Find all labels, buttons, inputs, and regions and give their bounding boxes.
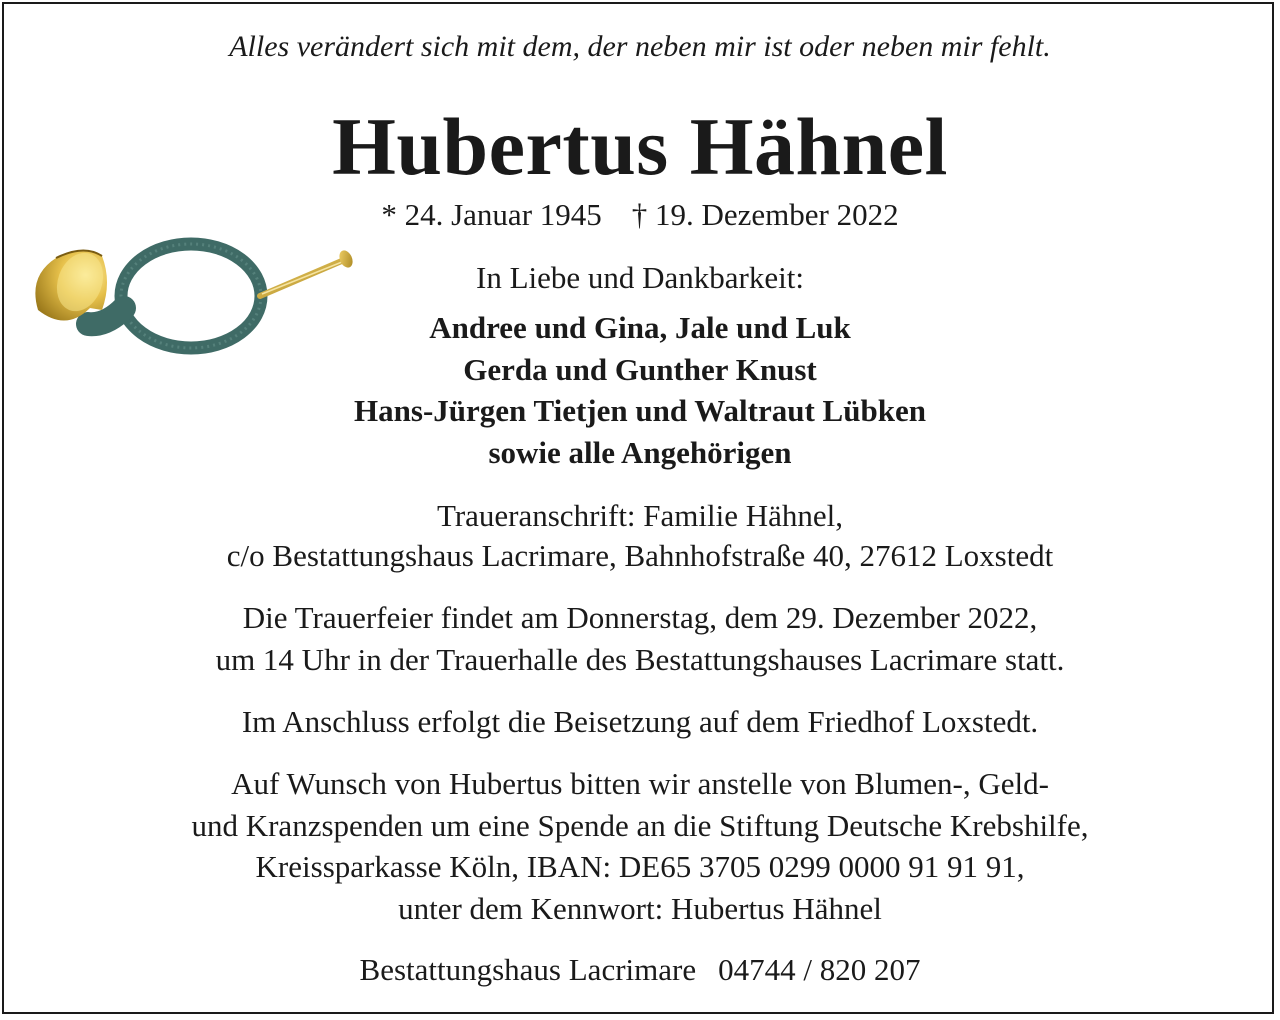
deceased-name: Hubertus Hähnel [332, 101, 948, 192]
birth-date: * 24. Januar 1945 [381, 197, 602, 232]
donation-line: Auf Wunsch von Hubertus bitten wir anstelle von Blumen-, Geld- [231, 766, 1049, 801]
family-line: sowie alle Angehörigen [488, 435, 792, 470]
address-line: c/o Bestattungshaus Lacrimare, Bahnhofstraße 40, 27612 Loxstedt [226, 538, 1054, 573]
motto-quote: Alles verändert sich mit dem, der neben mir ist oder neben mir fehlt. [229, 30, 1051, 63]
donation-line: unter dem Kennwort: Hubertus Hähnel [398, 891, 882, 926]
burial-line: Im Anschluss erfolgt die Beisetzung auf dem Friedhof Loxstedt. [241, 704, 1039, 739]
donation-line: und Kranzspenden um eine Spende an die Stiftung Deutsche Krebshilfe, [191, 808, 1089, 843]
donation-line: Kreissparkasse Köln, IBAN: DE65 3705 0299 0000 91 91 91, [255, 849, 1025, 884]
address-line: Traueranschrift: Familie Hähnel, [436, 498, 844, 533]
dedication-line: In Liebe und Dankbarkeit: [476, 260, 804, 295]
family-line: Hans-Jürgen Tietjen und Waltraut Lübken [354, 393, 926, 428]
family-line: Gerda und Gunther Knust [463, 352, 817, 387]
phone-number: 04744 / 820 207 [718, 952, 921, 987]
death-date: † 19. Dezember 2022 [631, 197, 899, 232]
family-line: Andree und Gina, Jale und Luk [429, 310, 851, 345]
undertaker-name: Bestattungshaus Lacrimare [359, 952, 697, 987]
ceremony-line: um 14 Uhr in der Trauerhalle des Bestattungshauses Lacrimare statt. [215, 642, 1065, 677]
footer [0, 952, 1280, 988]
ceremony-line: Die Trauerfeier findet am Donnerstag, dem 29. Dezember 2022, [242, 600, 1038, 635]
life-dates [0, 197, 1280, 233]
